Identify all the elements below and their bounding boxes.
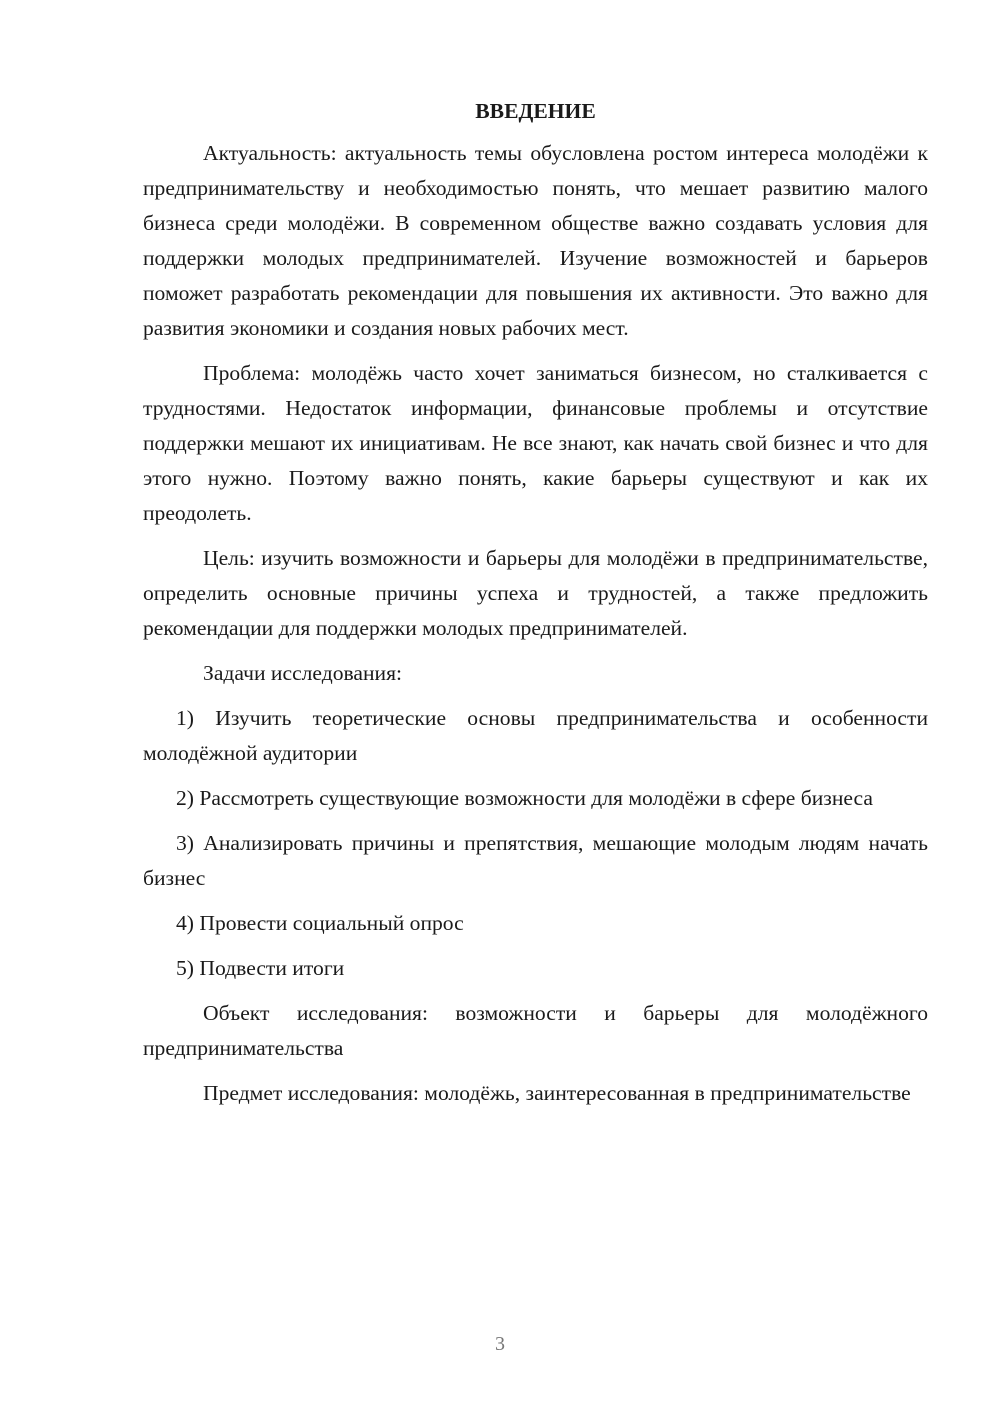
list-item: 3) Анализировать причины и препятствия, мешающие молодым людям начать бизнес: [143, 831, 928, 890]
page-number: 3: [495, 1333, 505, 1355]
list-item: 4) Провести социальный опрос: [176, 911, 464, 935]
relevance-paragraph: Актуальность: актуальность темы обусловлена ростом интереса молодёжи к предпринимательству и необходимостью понять, что мешает развитию малого бизнеса среди молодёжи. В современном обществе важно создавать условия для поддержки молодых предпринимателей. Изучение возможностей и барьеров поможет разработать рекомендации для повышения их активности. Это важно для развития экономики и создания новых рабочих мест.: [143, 141, 928, 340]
page-content: [143, 96, 928, 1121]
goal-paragraph: Цель: изучить возможности и барьеры для молодёжи в предпринимательстве, определить основные причины успеха и трудностей, а также предложить рекомендации для поддержки молодых предпринимателей.: [143, 546, 928, 640]
object-paragraph: Объект исследования: возможности и барьеры для молодёжного предпринимательства: [143, 1001, 928, 1060]
list-item: 2) Рассмотреть существующие возможности для молодёжи в сфере бизнеса: [176, 786, 873, 810]
tasks-heading: Задачи исследования:: [203, 661, 403, 685]
page-title: ВВЕДЕНИЕ: [475, 99, 596, 123]
list-item: 5) Подвести итоги: [176, 956, 345, 980]
tasks-list: [143, 701, 928, 986]
list-item: 1) Изучить теоретические основы предпринимательства и особенности молодёжной аудитории: [143, 706, 928, 765]
subject-paragraph: Предмет исследования: молодёжь, заинтересованная в предпринимательстве: [203, 1081, 911, 1105]
problem-paragraph: Проблема: молодёжь часто хочет заниматься бизнесом, но сталкивается с трудностями. Недостаток информации, финансовые проблемы и отсутствие поддержки мешают их инициативам. Не все знают, как начать свой бизнес и что для этого нужно. Поэтому важно понять, какие барьеры существуют и как их преодолеть.: [143, 361, 928, 525]
